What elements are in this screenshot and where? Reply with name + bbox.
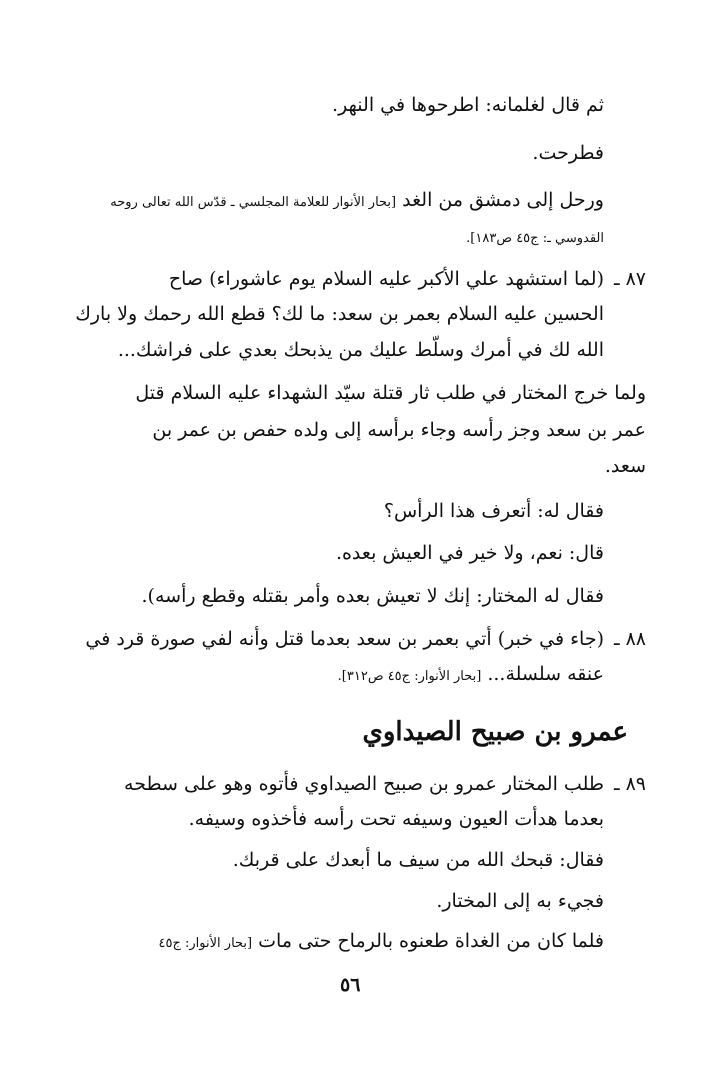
text-line: فقال: قبحك الله من سيف ما أبعدك على قربك. bbox=[232, 849, 604, 871]
text-line: بعدما هدأت العيون وسيفه تحت رأسه فأخذوه وسيفه. bbox=[188, 808, 604, 830]
item-number: ٨٧ ـ bbox=[613, 268, 646, 290]
reference-citation: القدوسي ـ: ج٤٥ ص١٨٣]. bbox=[466, 231, 604, 246]
text-line bbox=[159, 928, 604, 957]
reference-citation: [بحار الأنوار للعلامة المجلسي ـ قدّس الله تعالى روحه bbox=[110, 195, 397, 210]
text-line: سعد. bbox=[604, 455, 646, 477]
text-line: طلب المختار عمرو بن صبيح الصيداوي فأتوه وهو على سطحه bbox=[124, 773, 604, 795]
reference-citation: [بحار الأنوار: ج٤٥ ص٣١٢]. bbox=[337, 669, 482, 684]
text-line: (لما استشهد علي الأكبر عليه السلام يوم عاشوراء) صاح bbox=[168, 268, 604, 290]
page-number: ٥٦ bbox=[340, 974, 361, 996]
reference-citation: [بحار الأنوار: ج٤٥ bbox=[158, 936, 253, 951]
text-line: فطرحت. bbox=[532, 142, 604, 164]
text-segment: عنقه سلسلة... bbox=[487, 663, 604, 685]
text-line: عمر بن سعد وجز رأسه وجاء برأسه إلى ولده حفص بن عمر بن bbox=[152, 419, 646, 441]
text-line: الله لك في أمرك وسلّط عليك من يذبحك بعدي على فراشك... bbox=[117, 339, 604, 361]
item-number: ٨٩ ـ bbox=[613, 773, 646, 795]
text-line bbox=[338, 661, 604, 690]
text-line bbox=[110, 187, 604, 216]
section-title: عمرو بن صبيح الصيداوي bbox=[362, 717, 628, 747]
text-line: فقال له المختار: إنك لا تعيش بعده وأمر بقتله وقطع رأسه). bbox=[141, 585, 604, 607]
text-line: الحسين عليه السلام بعمر بن سعد: ما لك؟ قطع الله رحمك ولا بارك bbox=[75, 303, 604, 325]
text-line: فجيء به إلى المختار. bbox=[436, 890, 604, 912]
text-segment: فلما كان من الغداة طعنوه بالرماح حتى مات bbox=[258, 930, 604, 952]
text-line: ولما خرج المختار في طلب ثار قتلة سيّد الشهداء عليه السلام قتل bbox=[135, 382, 646, 404]
text-line: ثم قال لغلمانه: اطرحوها في النهر. bbox=[332, 94, 604, 116]
text-segment: ورحل إلى دمشق من الغد bbox=[402, 189, 604, 211]
text-line: فقال له: أتعرف هذا الرأس؟ bbox=[383, 500, 604, 522]
text-line: قال: نعم، ولا خير في العيش بعده. bbox=[335, 542, 604, 564]
text-line: (جاء في خبر) أتي بعمر بن سعد بعدما قتل وأنه لفي صورة قرد في bbox=[85, 628, 604, 650]
item-number: ٨٨ ـ bbox=[613, 628, 646, 650]
